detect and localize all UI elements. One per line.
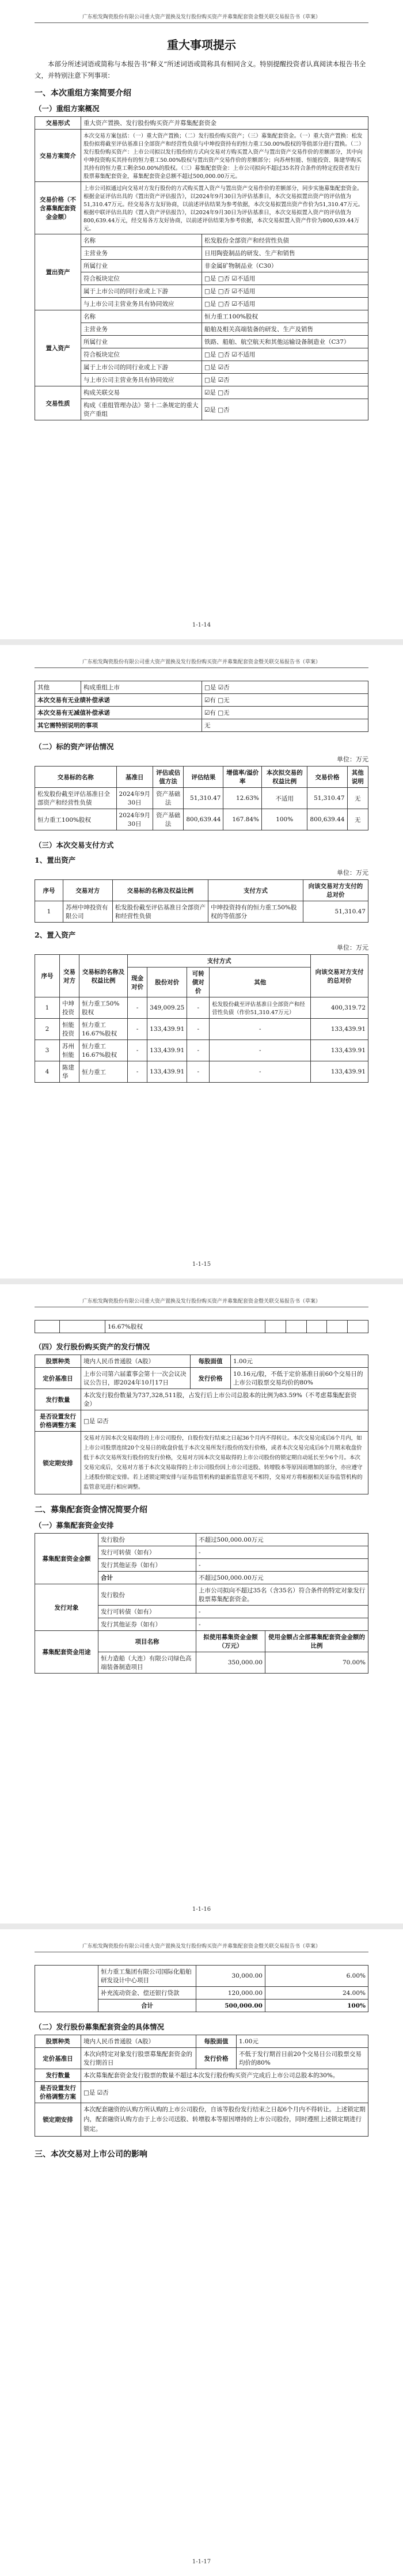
table-row: 本次交易有无业绩补偿承诺 ☑有 □无 <box>35 694 368 707</box>
table-row: 定价基准日 本次向特定对象发行股票募集配套资金的发行期首日 发行价格 不低于发行期首日前20个交易日公司股票交易均价的80% <box>35 2048 368 2069</box>
table-row: 属于上市公司的同行业或上下游 □是 ☑否 <box>35 361 368 374</box>
table-row: 主营业务 船舶及相关高端装备的研发、生产及销售 <box>35 323 368 336</box>
table-row: 合计 500,000.00 100% <box>35 2000 368 2012</box>
table-row: 属于上市公司的同行业或上下游 □是 □否 ☑不适用 <box>35 285 368 298</box>
fund-issue-title: （二）发行股份募集配套资金的具体情况 <box>35 2023 165 2031</box>
table-row: 发行其他证券（如有） - <box>35 1559 368 1572</box>
share-issue-table <box>35 1355 368 1494</box>
table-row: 恒力重工100%股权 2024年9月30日 资产基础法 800,639.44 167.84% 100% 800,639.44 无 <box>35 809 368 830</box>
table-row: 主营业务 日用陶瓷制品的研发、生产和销售 <box>35 247 368 260</box>
table-row: 符合板块定位 □是 □否 ☑不适用 <box>35 272 368 285</box>
table-row: 股票种类 境内人民币普通股（A股） 每股面值 1.00元 <box>35 1355 368 1368</box>
table-row: 是否设置发行价格调整方案 □是 ☑否 <box>35 2082 368 2103</box>
unit-label: 单位：万元 <box>337 756 368 763</box>
table-row: 是否设置发行价格调整方案 □是 ☑否 <box>35 1410 368 1432</box>
table-header-row: 募集配套资金用途 项目名称 拟使用募集资金金额（万元） 使用金额占全部募集配套资金金额的比例 <box>35 1631 368 1652</box>
table-row: 发行其他证券（如有） - <box>35 1618 368 1631</box>
nature-label: 交易性质 <box>35 386 81 420</box>
table-row: 置出资产 名称 松发股份全部资产和经营性负债 <box>35 234 368 247</box>
table-row: 发行数量 本次募集配套资金发行股票的数量不超过本次发行股份购买资产完成后上市公司总股本的30%。 <box>35 2069 368 2082</box>
subsection-title: （一）重组方案概况 <box>35 104 100 113</box>
table-row: 股票种类 境内人民币普通股（A股） 每股面值 1.00元 <box>35 2035 368 2048</box>
valuation-title: （二）标的资产评估情况 <box>35 742 114 751</box>
fund-subtitle: （一）募集配套资金安排 <box>35 1521 114 1530</box>
page-header: 广东松发陶瓷股份有限公司重大资产置换及发行股份购买资产并募集配套资金暨关联交易报告书（草案） <box>35 1297 368 1307</box>
scheme-overview-table-cont <box>35 681 368 732</box>
unit-label: 单位：万元 <box>337 944 368 951</box>
table-row: 锁定期安排 本次配套融资的认购方所认购的上市公司股份，自该等股份发行结束之日起6个月内不得转让。上述锁定期内，配套融资认购方由于上市公司送股、转增股本等原因增持的上市公司股份，同时遵照上述锁定期进行锁定。 <box>35 2103 368 2137</box>
table-row: 发行数量 本次发行股份数量为737,328,511股，占发行后上市公司总股本的比例为83.59%（不考虑募集配套资金） <box>35 1389 368 1410</box>
table-row: 其他 构成重组上市 □是 ☑否 <box>35 681 368 694</box>
page-title: 重大事项提示 <box>167 38 236 52</box>
out-asset-payment-table <box>35 879 368 923</box>
valuation-table <box>35 766 368 830</box>
table-row: 交易性质 构成关联交易 ☑是 □否 <box>35 386 368 399</box>
table-row: 本次交易有无减值补偿承诺 ☑有 □无 <box>35 707 368 719</box>
fund-issue-table <box>35 2035 368 2137</box>
fund-section-title: 二、募集配套资金情况简要介绍 <box>35 1505 147 1515</box>
table-row: 锁定期安排 交易对方因本次交易取得的上市公司股份，自股份发行结束之日起36个月内不得转让。本次交易完成后6个月内，如上市公司股票连续20个交易日的收盘价低于本次交易所发行股份的发行价格，或者本次交易完成后6个月期末收盘价低于本次交易所发行股份的发行价格，交易对方因本次交易取得的上市公司股份的锁定期自动延长至少6个月。本次交易完成后，交易对方基于本次交易取得的上市公司股份因上市公司送股、转增股本等原因而增加的部分，亦应遵守上述股份锁定安排。若上述锁定期安排与证券监管机构的最新监管意见不相符，交易对方将根据相关证券监管机构的监管意见进行相应调整。 <box>35 1432 368 1494</box>
table-row: 发行可转债（如有） - <box>35 1606 368 1618</box>
document-page-1 <box>0 0 403 639</box>
table-row: 交易方案简介 本次交易方案包括：（一）重大资产置换；（二）发行股份购买资产；（三）募集配套资金。（一）重大资产置换：松发股份拟将截至评估基准日全部资产和经营性负债与中坤投资持有的恒力重工50.00%股权的等值部分进行置换。（二）发行股份购买资产：上市公司拟以发行股份的方式向交易对方购买置入资产与置出资产交易作价的差额部分，其中向中坤投资购买其持有的恒力重工50.00%股权与置出资产交易作价的差额部分；向苏州恒能、恒能投资、陈建华购买其持有的恒力重工剩余50.00%的股权。（三）募集配套资金：上市公司拟向不超过35名符合条件的特定投资者发行股票募集配套资金，募集配套资金总额不超过500,000.00万元。 <box>35 130 368 182</box>
table-row: 置入资产 名称 恒力重工100%股权 <box>35 310 368 323</box>
in-asset-payment-table <box>35 954 368 1083</box>
intro-paragraph: 本部分所述词语或简称与本报告书“释义”所述词语或简称具有相同含义。特别提醒投资者认真阅读本报告书全文，并特别注意下列事项： <box>35 60 366 79</box>
page-header: 广东松发陶瓷股份有限公司重大资产置换及发行股份购买资产并募集配套资金暨关联交易报告书（草案） <box>35 658 368 668</box>
page-number: 1-1-16 <box>192 1906 211 1913</box>
page-number: 1-1-17 <box>192 2559 211 2565</box>
table-row: 定价基准日 上市公司第六届董事会第十一次会议决议公告日，即2024年10月17日 发行价格 10.16元/股，不低于定价基准日前60个交易日的上市公司股票交易均价的80% <box>35 1368 368 1389</box>
table-row: 16.67%股权 <box>35 1321 368 1333</box>
table-header-row: 交易标的名称 基准日 评估或估值方法 评估结果 增值率/溢价率 本次拟交易的权益比例 交易价格 其他说明 <box>35 767 368 788</box>
fund-use-table-cont <box>35 1965 368 2012</box>
in-asset-subtitle: 2、置入资产 <box>35 931 76 939</box>
in-asset-payment-table-cont <box>35 1320 368 1333</box>
table-row: 1 中坤投资 恒力重工50%股权 - 349,009.25 - 松发股份截至评估基准日全部资产和经营性负债（作价51,310.47万元） 400,319.72 <box>35 997 368 1019</box>
impact-section-title: 三、本次交易对上市公司的影响 <box>35 2150 147 2159</box>
table-header-row: 序号 交易对方 交易标的名称及权益比例 支付方式 向该交易对方支付的总对价 <box>35 955 368 968</box>
payment-title: （三）本次交易支付方式 <box>35 841 114 849</box>
table-row: 松发股份截至评估基准日全部资产和经营性负债 2024年9月30日 资产基础法 51,310.47 12.63% 不适用 51,310.47 无 <box>35 788 368 809</box>
table-row: 合计 不超过500,000.00万元 <box>35 1572 368 1584</box>
scheme-overview-table <box>35 116 368 420</box>
table-row: 2 恒能投资 恒力重工16.67%股权 - 133,439.91 - - 133,439.91 <box>35 1019 368 1040</box>
table-row: 符合板块定位 □是 □否 ☑不适用 <box>35 348 368 361</box>
table-row: 发行对象 发行股份 上市公司拟向不超过35名（含35名）符合条件的特定对象发行股票募集配套资金。 <box>35 1584 368 1606</box>
document-page-2 <box>0 645 403 1278</box>
table-row: 4 陈建华 恒力重工 - 133,439.91 - - 133,439.91 <box>35 1061 368 1083</box>
fund-arrangement-table <box>35 1533 368 1674</box>
issue-title: （四）发行股份购买资产的发行情况 <box>35 1342 150 1351</box>
document-page-3 <box>0 1284 403 1924</box>
unit-label: 单位：万元 <box>337 869 368 877</box>
table-row: 恒力重工集团有限公司国际化船舶研发设计中心项目 30,000.00 6.00% <box>35 1966 368 1987</box>
table-row: 所属行业 铁路、船舶、航空航天和其他运输设备制造业（C37） <box>35 336 368 348</box>
table-row: 1 苏州中坤投资有限公司 松发股份截至评估基准日全部资产和经营性负债 中坤投资持有的恒力重工50%股权的等值部分 51,310.47 <box>35 901 368 923</box>
table-row: 3 苏州恒能 恒力重工16.67%股权 - 133,439.91 - - 133,439.91 <box>35 1040 368 1061</box>
table-row: 与上市公司主营业务具有协同效应 □是 □否 ☑不适用 <box>35 298 368 310</box>
page-header: 广东松发陶瓷股份有限公司重大资产置换及发行股份购买资产并募集配套资金暨关联交易报告书（草案） <box>35 1942 368 1952</box>
table-row: 交易价格（不含募集配套资金金额） 上市公司拟通过向交易对方发行股份的方式购买置入资产与置出资产交易作价的差额部分，同步实施募集配套资金。根据金证评估出具的《置出资产评估报告》，以2024年9月30日为评估基准日，本次交易拟置出资产的评估值为51,310.47万元。经交易各方友好协商，以前述评估结果为参考依据，本次交易拟置出资产作价为51,310.47万元。根据中联评估出具的《置入资产评估报告》，以2024年9月30日为评估基准日，本次交易拟置入资产的评估值为800,639.44万元，经交易各方友好协商，以前述评估结果为参考依据，本次交易拟置入资产作价为800,639.44万元。 <box>35 182 368 234</box>
table-row: 与上市公司主营业务具有协同效应 □是 ☑否 <box>35 374 368 386</box>
table-row: 其它需特别说明的事项 无 <box>35 719 368 732</box>
table-row: 交易形式 重大资产置换、发行股份购买资产并募集配套资金 <box>35 117 368 130</box>
section-title: 一、本次重组方案简要介绍 <box>35 89 131 98</box>
document-page-4 <box>0 1929 403 2576</box>
page-number: 1-1-15 <box>192 1261 211 1268</box>
in-asset-label: 置入资产 <box>35 310 81 386</box>
table-row: 构成《重组管理办法》第十二条规定的重大资产重组 ☑是 □否 <box>35 399 368 420</box>
table-header-row: 序号 交易对方 交易标的名称及权益比例 支付方式 向该交易对方支付的总对价 <box>35 880 368 901</box>
table-row: 恒力造船（大连）有限公司绿色高端装备制造项目 350,000.00 70.00% <box>35 1652 368 1674</box>
table-row: 补充流动资金、偿还银行贷款 120,000.00 24.00% <box>35 1987 368 2000</box>
out-asset-label: 置出资产 <box>35 234 81 310</box>
table-row: 所属行业 非金属矿物制品业（C30） <box>35 260 368 272</box>
out-asset-subtitle: 1、置出资产 <box>35 856 76 864</box>
page-header: 广东松发陶瓷股份有限公司重大资产置换及发行股份购买资产并募集配套资金暨关联交易报告书（草案） <box>35 13 368 23</box>
table-row: 募集配套资金金额 发行股份 不超过500,000.00万元 <box>35 1534 368 1546</box>
table-header-row: 现金对价 股份对价 可转债对价 其他 <box>35 968 368 997</box>
table-row: 发行可转债（如有） - <box>35 1546 368 1559</box>
page-number: 1-1-14 <box>192 622 211 628</box>
